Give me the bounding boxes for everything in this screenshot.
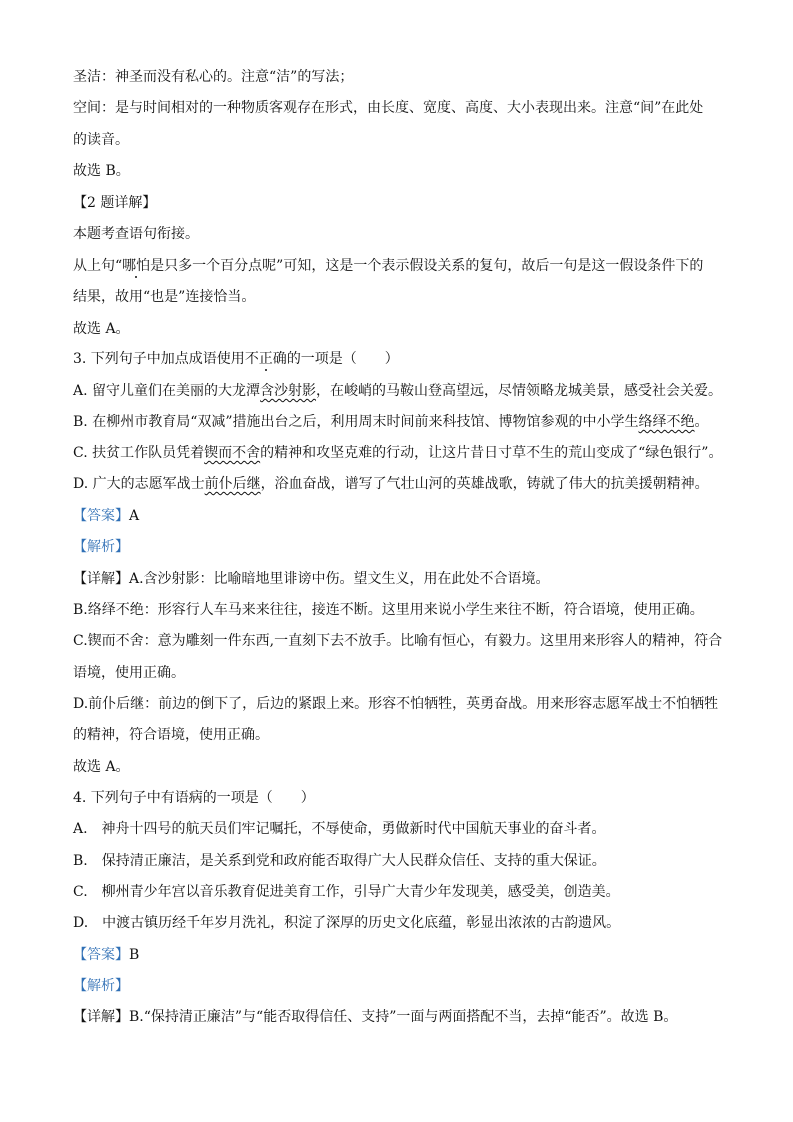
q3-option-c [73, 444, 722, 462]
q3-option-d [73, 475, 709, 493]
q1-line-shengjie: 圣洁：神圣而没有私心的。注意“洁”的写法； [73, 69, 354, 85]
q2-header: 【2 题详解】 [73, 195, 157, 211]
q3-option-c-pre: C. 扶贫工作队员凭着 [73, 445, 205, 461]
q3-option-c-idiom: 锲而不舍 [204, 445, 261, 461]
q3-stem-post: 的一项是（ ） [286, 351, 399, 367]
q3-stem-pre: 3. 下列句子中加点成语使用 [73, 351, 245, 367]
q3-option-d-pre: D. 广大的志愿军战士 [73, 476, 205, 492]
q3-option-d-idiom: 前仆后继 [204, 476, 261, 492]
q3-answer-line: 故选 A。 [73, 759, 130, 775]
q3-detail-d2: 的精神，符合语境，使用正确。 [73, 727, 269, 743]
q3-detail-b: B.络绎不绝：形容行人车马来来往往，接连不断。这里用来说小学生来往不断，符合语境，使用正确。 [73, 602, 704, 618]
q4-answer [73, 946, 139, 964]
q3-detail-c2: 语境，使用正确。 [73, 665, 185, 681]
q3-option-b [73, 413, 709, 431]
q3-option-a-idiom: 含沙射影 [260, 383, 317, 399]
q4-answer-label: 【答案】 [73, 947, 129, 963]
q1-line-kongjian-a: 空间：是与时间相对的一种物质客观存在形式，由长度、宽度、高度、大小表现出来。注意“间”在此处 [73, 100, 704, 116]
q4-detail-text: B.“保持清正廉洁”与“能否取得信任、支持”一面与两面搭配不当，去掉“能否”。故选 B。 [129, 1009, 678, 1025]
q3-detail-a [73, 570, 550, 588]
q3-option-c-post: 的精神和攻坚克难的行动，让这片昔日寸草不生的荒山变成了“绿色银行”。 [260, 445, 723, 461]
q1-line-kongjian-b: 的读音。 [73, 132, 129, 148]
q1-answer-line: 故选 B。 [73, 163, 130, 179]
q3-option-d-post: ，浴血奋战，谱写了气壮山河的英雄战歌，铸就了伟大的抗美援朝精神。 [260, 476, 709, 492]
q4-option-b: B. 保持清正廉洁，是关系到党和政府能否取得广大人民群众信任、支持的重大保证。 [73, 853, 606, 869]
q4-analysis-label: 【解析】 [73, 978, 129, 994]
q3-detail-a-text: A.含沙射影：比喻暗地里诽谤中伤。望文生义，用在此处不合语境。 [129, 571, 550, 587]
q3-option-a [73, 382, 722, 400]
q4-option-d: D. 中渡古镇历经千年岁月洗礼，积淀了深厚的历史文化底蕴，彰显出浓浓的古韵遗风。 [73, 915, 621, 931]
q2-line2 [73, 257, 703, 275]
q3-option-b-post: 。 [694, 414, 709, 430]
q3-stem [73, 350, 399, 368]
q2-line3: 结果，故用“也是”连接恰当。 [73, 289, 256, 305]
q3-detail-label: 【详解】 [73, 571, 129, 587]
q2-line1: 本题考查语句衔接。 [73, 226, 199, 242]
q2-answer-line: 故选 A。 [73, 321, 130, 337]
q4-detail-label: 【详解】 [73, 1009, 129, 1025]
q2-line2-dotted: 哪怕 [122, 258, 151, 274]
q2-line2-post: 是只多一个百分点呢”可知，这是一个表示假设关系的复句，故后一句是这一假设条件下的 [150, 258, 704, 274]
q4-stem: 4. 下列句子中有语病的一项是（ ） [73, 790, 315, 806]
q4-detail [73, 1008, 677, 1026]
q3-option-a-pre: A. 留守儿童们在美丽的大龙潭 [73, 383, 261, 399]
q3-option-a-post: ，在峻峭的马鞍山登高望远，尽情领略龙城美景，感受社会关爱。 [316, 383, 723, 399]
q4-option-c: C. 柳州青少年宫以音乐教育促进美育工作，引导广大青少年发现美，感受美，创造美。 [73, 884, 620, 900]
q3-analysis-label: 【解析】 [73, 539, 129, 555]
q3-answer-label: 【答案】 [73, 508, 129, 524]
q3-detail-d1: D.前仆后继：前边的倒下了，后边的紧跟上来。形容不怕牺牲，英勇奋战。用来形容志愿军战士不怕牺牲 [73, 696, 719, 712]
q3-option-b-pre: B. 在柳州市教育局“双减”措施出台之后，利用周末时间前来科技馆、博物馆参观的中小学生 [73, 414, 639, 430]
q4-answer-value: B [129, 947, 140, 963]
q3-option-b-idiom: 络绎不绝 [638, 414, 695, 430]
q3-answer-value: A [129, 508, 140, 524]
q3-answer [73, 507, 139, 525]
q3-detail-c1: C.锲而不舍：意为雕刻一件东西,一直刻下去不放手。比喻有恒心，有毅力。这里用来形容人的精神，符合 [73, 633, 723, 649]
q3-stem-dotted: 不正确 [244, 351, 287, 367]
q2-line2-pre: 从上句“ [73, 258, 123, 274]
q4-option-a: A. 神舟十四号的航天员们牢记嘱托，不辱使命，勇做新时代中国航天事业的奋斗者。 [73, 821, 606, 837]
